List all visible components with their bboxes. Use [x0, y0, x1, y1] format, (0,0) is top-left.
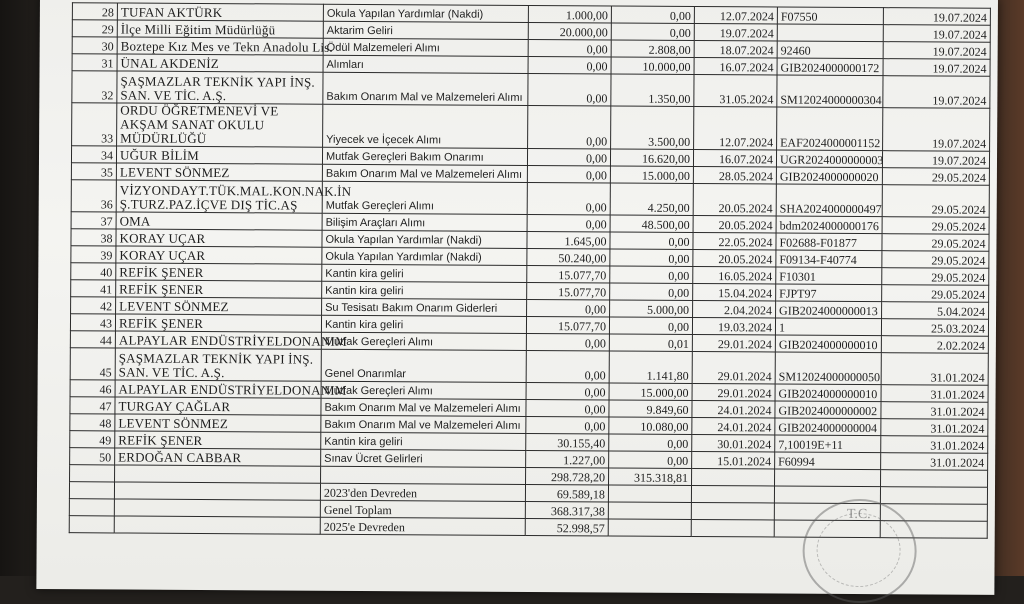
- row-number-cell: 34: [71, 146, 116, 163]
- income-amount-cell: 0,00: [527, 165, 610, 183]
- stamp-text: T.C.: [846, 506, 871, 523]
- expense-amount-cell: 0,00: [610, 249, 693, 267]
- expense-amount-cell: 15.000,00: [609, 383, 692, 401]
- document-date-cell: 16.05.2024: [693, 266, 776, 284]
- document-date-cell: 15.04.2024: [693, 283, 776, 301]
- description-cell: Ödül Malzemeleri Alımı: [323, 38, 528, 56]
- payee-name-cell: TURGAY ÇAĞLAR: [115, 397, 321, 415]
- summary-label-cell: 2025'e Devreden: [320, 517, 525, 535]
- empty-cell: [70, 465, 115, 482]
- process-date-cell: 19.07.2024: [883, 42, 990, 60]
- income-amount-cell: 0,00: [526, 382, 609, 400]
- table-row: [72, 103, 990, 152]
- row-number-cell: 49: [70, 431, 115, 448]
- empty-cell: [69, 516, 114, 533]
- expense-amount-cell: 0,00: [609, 317, 692, 335]
- income-amount-cell: 1.000,00: [528, 5, 611, 23]
- document-number-cell: SHA2024000000497: [776, 184, 882, 217]
- description-cell: Mutfak Gereçleri Bakım Onarımı: [322, 147, 527, 165]
- process-date-cell: 19.07.2024: [883, 59, 990, 77]
- document-number-cell: F60994: [775, 452, 881, 470]
- row-number-cell: 29: [72, 20, 117, 37]
- ledger-body: [69, 3, 990, 539]
- description-cell: Kantin kira geliri: [322, 264, 527, 282]
- empty-cell: [69, 499, 114, 516]
- process-date-cell: 31.01.2024: [881, 453, 988, 471]
- empty-cell: [608, 502, 691, 520]
- expense-amount-cell: 3.500,00: [611, 106, 694, 150]
- income-amount-cell: 15.077,70: [526, 316, 609, 334]
- row-number-cell: 33: [72, 103, 117, 146]
- expense-amount-cell: 0,00: [610, 232, 693, 250]
- row-number-cell: 32: [72, 71, 117, 103]
- document-number-cell: F10301: [776, 267, 882, 285]
- income-amount-cell: 0,00: [527, 182, 610, 215]
- document-number-cell: 7,10019E+11: [775, 435, 881, 453]
- row-number-cell: 28: [72, 3, 117, 20]
- process-date-cell: 19.07.2024: [883, 25, 990, 43]
- description-cell: Kantin kira geliri: [322, 281, 527, 299]
- description-cell: Mutfak Gereçleri Alımı: [321, 332, 526, 350]
- document-number-cell: F02688-F01877: [776, 233, 882, 251]
- payee-name-cell: LEVENT SÖNMEZ: [115, 414, 321, 432]
- process-date-cell: 19.07.2024: [883, 108, 990, 152]
- total-income-cell: 298.728,20: [526, 467, 609, 485]
- expense-amount-cell: 0,00: [611, 6, 694, 24]
- income-amount-cell: 0,00: [526, 399, 609, 417]
- empty-cell: [881, 470, 988, 488]
- income-amount-cell: 0,00: [528, 73, 611, 106]
- document-number-cell: F07550: [777, 7, 883, 25]
- payee-name-cell: LEVENT SÖNMEZ: [116, 163, 322, 181]
- document-date-cell: 24.01.2024: [692, 417, 775, 435]
- document-date-cell: 2.04.2024: [693, 300, 776, 318]
- table-row: [70, 348, 988, 386]
- document-date-cell: 19.07.2024: [694, 23, 777, 41]
- process-date-cell: 19.07.2024: [882, 151, 989, 169]
- empty-cell: [691, 485, 774, 503]
- income-amount-cell: 1.645,00: [527, 231, 610, 249]
- income-amount-cell: 0,00: [528, 39, 611, 57]
- payee-name-cell: OMA: [116, 212, 322, 230]
- row-number-cell: 48: [70, 414, 115, 431]
- summary-label-cell: Genel Toplam: [320, 500, 525, 518]
- payee-name-cell: UĞUR BİLİM: [116, 146, 322, 164]
- payee-name-cell: İlçe Milli Eğitim Müdürlüğü: [117, 20, 323, 38]
- ledger-table: [69, 2, 991, 539]
- row-number-cell: 31: [72, 54, 117, 71]
- description-cell: Alımları: [323, 55, 528, 73]
- empty-cell: [691, 519, 774, 537]
- payee-name-cell: VİZYONDAYT.TÜK.MAL.KON.NAK.İN Ş.TURZ.PAZ.İÇVE DIŞ TİC.AŞ: [116, 180, 322, 213]
- income-amount-cell: 50.240,00: [527, 248, 610, 266]
- payee-name-cell: KORAY UÇAR: [116, 246, 322, 264]
- expense-amount-cell: 9.849,60: [609, 400, 692, 418]
- income-amount-cell: 15.077,70: [527, 282, 610, 300]
- income-amount-cell: 1.227,00: [526, 450, 609, 468]
- document-date-cell: 12.07.2024: [694, 106, 777, 150]
- payee-name-cell: Boztepe Kız Mes ve Tekn Anadolu Lis.: [117, 37, 323, 55]
- expense-amount-cell: 1.141,80: [609, 351, 692, 384]
- income-amount-cell: 0,00: [527, 148, 610, 166]
- table-row: [71, 180, 989, 218]
- row-number-cell: 46: [70, 380, 115, 397]
- expense-amount-cell: 10.000,00: [611, 57, 694, 75]
- document-number-cell: 92460: [777, 41, 883, 59]
- row-number-cell: 37: [71, 212, 116, 229]
- empty-cell: [691, 502, 774, 520]
- payee-name-cell: REFİK ŞENER: [115, 431, 321, 449]
- document-number-cell: GIB2024000000020: [776, 167, 882, 185]
- document-date-cell: 29.01.2024: [692, 334, 775, 352]
- document-number-cell: bdm2024000000176: [776, 216, 882, 234]
- description-cell: Yiyecek ve İçecek Alımı: [323, 104, 528, 148]
- document-date-cell: 22.05.2024: [693, 232, 776, 250]
- process-date-cell: 5.04.2024: [882, 302, 989, 320]
- income-amount-cell: 0,00: [527, 299, 610, 317]
- payee-name-cell: ÜNAL AKDENİZ: [117, 54, 323, 72]
- document-date-cell: 28.05.2024: [693, 166, 776, 184]
- row-number-cell: 36: [71, 180, 116, 212]
- empty-cell: [115, 465, 321, 483]
- row-number-cell: 39: [71, 246, 116, 263]
- document-number-cell: GIB2024000000004: [775, 418, 881, 436]
- process-date-cell: 29.05.2024: [882, 185, 989, 218]
- document-number-cell: GIB2024000000172: [777, 58, 883, 76]
- process-date-cell: 29.05.2024: [882, 168, 989, 186]
- process-date-cell: 29.05.2024: [882, 285, 989, 303]
- expense-amount-cell: 0,00: [609, 434, 692, 452]
- income-amount-cell: 0,00: [528, 105, 611, 149]
- document-date-cell: 24.01.2024: [692, 400, 775, 418]
- payee-name-cell: REFİK ŞENER: [116, 263, 322, 281]
- description-cell: Bakım Onarım Mal ve Malzemeleri Alımı: [322, 164, 527, 182]
- payee-name-cell: REFİK ŞENER: [116, 280, 322, 298]
- row-number-cell: 38: [71, 229, 116, 246]
- document-date-cell: 19.03.2024: [692, 317, 775, 335]
- expense-amount-cell: 4.250,00: [610, 183, 693, 216]
- document-date-cell: 29.01.2024: [692, 383, 775, 401]
- process-date-cell: 31.01.2024: [881, 436, 988, 454]
- income-amount-cell: 20.000,00: [528, 22, 611, 40]
- description-cell: Okula Yapılan Yardımlar (Nakdi): [322, 230, 527, 248]
- empty-cell: [69, 482, 114, 499]
- expense-amount-cell: 0,00: [611, 23, 694, 41]
- document-date-cell: 31.05.2024: [694, 74, 777, 107]
- expense-amount-cell: 0,01: [609, 334, 692, 352]
- document-date-cell: 12.07.2024: [694, 6, 777, 24]
- document-number-cell: SM12024000000304: [777, 75, 883, 108]
- description-cell: Genel Onarımlar: [321, 349, 526, 382]
- payee-name-cell: ŞAŞMAZLAR TEKNİK YAPI İNŞ. SAN. VE TİC. A.Ş.: [117, 71, 323, 104]
- description-cell: Sınav Ücret Gelirleri: [321, 449, 526, 467]
- summary-value-cell: 52.998,57: [525, 518, 608, 536]
- expense-amount-cell: 0,00: [610, 266, 693, 284]
- income-amount-cell: 0,00: [526, 333, 609, 351]
- document-date-cell: 20.05.2024: [693, 215, 776, 233]
- document-number-cell: GIB2024000000013: [776, 301, 882, 319]
- income-amount-cell: 30.155,40: [526, 433, 609, 451]
- payee-name-cell: KORAY UÇAR: [116, 229, 322, 247]
- empty-cell: [114, 516, 320, 534]
- empty-cell: [114, 482, 320, 500]
- document-number-cell: GIB2024000000010: [775, 335, 881, 353]
- empty-cell: [692, 468, 775, 486]
- document-date-cell: 30.01.2024: [692, 434, 775, 452]
- description-cell: Kantin kira geliri: [321, 315, 526, 333]
- income-amount-cell: 0,00: [526, 350, 609, 383]
- row-number-cell: 30: [72, 37, 117, 54]
- expense-amount-cell: 5.000,00: [610, 300, 693, 318]
- description-cell: Okula Yapılan Yardımlar (Nakdi): [322, 247, 527, 265]
- document-number-cell: GIB2024000000010: [775, 384, 881, 402]
- description-cell: Bakım Onarım Mal ve Malzemeleri Alımı: [321, 415, 526, 433]
- empty-cell: [608, 519, 691, 537]
- process-date-cell: 31.01.2024: [881, 419, 988, 437]
- process-date-cell: 29.05.2024: [882, 234, 989, 252]
- document-date-cell: 20.05.2024: [693, 183, 776, 216]
- payee-name-cell: ORDU ÖĞRETMENEVİ VE AKŞAM SANAT OKULU MÜDÜRLÜĞÜ: [117, 103, 323, 147]
- document-number-cell: UGR2024000000003: [776, 150, 882, 168]
- document-number-cell: SM12024000000050: [775, 352, 881, 385]
- description-cell: Okula Yapılan Yardımlar (Nakdi): [323, 4, 528, 22]
- process-date-cell: 29.05.2024: [882, 268, 989, 286]
- empty-cell: [775, 469, 881, 487]
- document-number-cell: GIB2024000000002: [775, 401, 881, 419]
- row-number-cell: 50: [70, 448, 115, 465]
- payee-name-cell: ŞAŞMAZLAR TEKNİK YAPI İNŞ. SAN. VE TİC. A.Ş.: [115, 348, 321, 381]
- summary-value-cell: 69.589,18: [525, 484, 608, 502]
- process-date-cell: 29.05.2024: [882, 251, 989, 269]
- document-date-cell: 29.01.2024: [692, 351, 775, 384]
- ledger-page: [36, 0, 998, 595]
- description-cell: Bakım Onarım Mal ve Malzemeleri Alımı: [323, 72, 528, 105]
- process-date-cell: 31.01.2024: [881, 385, 988, 403]
- description-cell: Mutfak Gereçleri Alımı: [321, 381, 526, 399]
- document-number-cell: 1: [775, 318, 881, 336]
- total-expense-cell: 315.318,81: [609, 468, 692, 486]
- description-cell: Aktarim Geliri: [323, 21, 528, 39]
- empty-cell: [114, 499, 320, 517]
- description-cell: Bakım Onarım Mal ve Malzemeleri Alımı: [321, 398, 526, 416]
- row-number-cell: 41: [71, 280, 116, 297]
- document-date-cell: 15.01.2024: [692, 451, 775, 469]
- document-date-cell: 20.05.2024: [693, 249, 776, 267]
- income-amount-cell: 0,00: [527, 214, 610, 232]
- document-number-cell: [777, 24, 883, 42]
- description-cell: Su Tesisatı Bakım Onarım Giderleri: [322, 298, 527, 316]
- stamp-inner-ring: [816, 513, 900, 588]
- summary-label-cell: 2023'den Devreden: [320, 483, 525, 501]
- income-amount-cell: 0,00: [528, 56, 611, 74]
- payee-name-cell: REFİK ŞENER: [115, 314, 321, 332]
- expense-amount-cell: 16.620,00: [610, 149, 693, 167]
- empty-cell: [880, 487, 987, 505]
- process-date-cell: 31.01.2024: [881, 353, 988, 386]
- expense-amount-cell: 1.350,00: [611, 74, 694, 107]
- process-date-cell: 2.02.2024: [881, 336, 988, 354]
- payee-name-cell: LEVENT SÖNMEZ: [116, 297, 322, 315]
- expense-amount-cell: 15.000,00: [610, 166, 693, 184]
- row-number-cell: 44: [70, 331, 115, 348]
- process-date-cell: 19.07.2024: [883, 76, 990, 109]
- row-number-cell: 47: [70, 397, 115, 414]
- row-number-cell: 35: [71, 163, 116, 180]
- row-number-cell: 43: [70, 314, 115, 331]
- expense-amount-cell: 10.080,00: [609, 417, 692, 435]
- row-number-cell: 40: [71, 263, 116, 280]
- process-date-cell: 29.05.2024: [882, 217, 989, 235]
- summary-value-cell: 368.317,38: [525, 501, 608, 519]
- payee-name-cell: ERDOĞAN CABBAR: [115, 448, 321, 466]
- process-date-cell: 25.03.2024: [881, 319, 988, 337]
- process-date-cell: 19.07.2024: [883, 8, 990, 26]
- description-cell: Kantin kira geliri: [321, 432, 526, 450]
- row-number-cell: 45: [70, 348, 115, 380]
- empty-cell: [321, 466, 526, 484]
- expense-amount-cell: 2.808,00: [611, 40, 694, 58]
- document-date-cell: 18.07.2024: [694, 40, 777, 58]
- official-stamp: [802, 499, 917, 604]
- payee-name-cell: TUFAN AKTÜRK: [117, 3, 323, 21]
- document-number-cell: FJPT97: [776, 284, 882, 302]
- empty-cell: [608, 485, 691, 503]
- income-amount-cell: 0,00: [526, 416, 609, 434]
- document-number-cell: F09134-F40774: [776, 250, 882, 268]
- description-cell: Mutfak Gereçleri Alımı: [322, 181, 527, 214]
- row-number-cell: 42: [71, 297, 116, 314]
- payee-name-cell: ALPAYLAR ENDÜSTRİYELDONANIM: [115, 380, 321, 398]
- expense-amount-cell: 0,00: [609, 451, 692, 469]
- document-number-cell: EAF2024000001152: [777, 107, 883, 151]
- payee-name-cell: ALPAYLAR ENDÜSTRİYELDONANIM: [115, 331, 321, 349]
- document-date-cell: 16.07.2024: [693, 149, 776, 167]
- process-date-cell: 31.01.2024: [881, 402, 988, 420]
- expense-amount-cell: 0,00: [610, 283, 693, 301]
- income-amount-cell: 15.077,70: [527, 265, 610, 283]
- description-cell: Bilişim Araçları Alımı: [322, 213, 527, 231]
- document-date-cell: 16.07.2024: [694, 57, 777, 75]
- expense-amount-cell: 48.500,00: [610, 215, 693, 233]
